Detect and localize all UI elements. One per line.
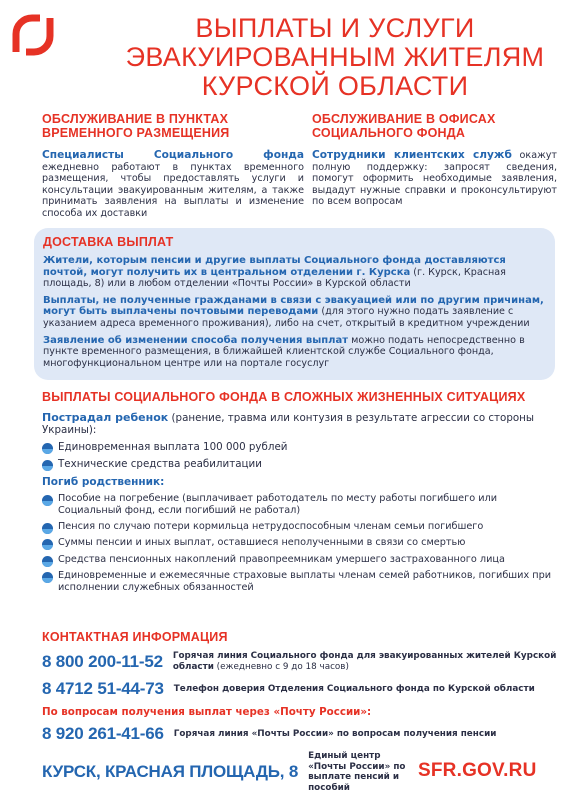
delivery-paragraph [43,255,546,290]
pochta-heading: По вопросам получения выплат через «Почту России»: [42,706,372,718]
contact-desc-text: Горячая линия Социального фонда для эвакуированных жителей Курской области [172,651,557,672]
body-text: (г. Курск, Красная площадь, 8) или в любом отделении «Почты России» в Курской области [43,266,506,290]
section-text [312,150,557,208]
list-item-text: Суммы пенсии и иных выплат, оставшиеся неполученными в связи со смертью [58,537,466,549]
list-item-text: Технические средства реабилитации [58,458,262,471]
delivery-paragraph [43,295,546,330]
child-injured-line [42,412,557,437]
bullet-icon [42,523,53,534]
list-item-text: Средства пенсионных накоплений правопреемникам умершего застрахованного лица [58,553,505,565]
list-item [42,537,557,548]
lead-text: Выплаты, не полученные гражданами в связи с эвакуацией или по другим причинам, могут быть выплачены почтовыми переводами [43,294,544,318]
list-item-text: Пособие на погребение (выплачивает работодатель по месту работы погибшего или Социальный фонд, если погибший не работал) [58,493,497,516]
list-item [42,493,557,516]
heading-line: ВРЕМЕННОГО РАЗМЕЩЕНИЯ [42,126,230,140]
lead-text: Сотрудники клиентских служб [312,149,512,161]
section-delivery [34,228,555,380]
bullet-icon [42,460,53,471]
list-item [42,554,557,565]
bullet-icon [42,539,53,550]
list-item [42,521,557,532]
title-line-3: КУРСКОЙ ОБЛАСТИ [201,71,469,101]
section-heading [312,112,557,140]
bullet-icon [42,495,53,506]
section-fund-offices [312,112,557,208]
lead-text: Специалисты Социального фонда [42,149,304,161]
sfr-logo-icon [10,12,56,58]
body-text: окажут полную поддержку: запросят сведения, помогут оформить необходимые заявления, выдадут нужные справки и проконсультируют по всем вопросам [312,150,557,208]
section-text [42,150,304,220]
section-heading: КОНТАКТНАЯ ИНФОРМАЦИЯ [42,630,228,644]
section-complex-situations [42,390,557,598]
contact-row [42,724,557,744]
lead-text: Пострадал ребенок [42,411,169,424]
contact-description: Телефон доверия Отделения Социального фонда по Курской области [173,683,535,694]
phone-number[interactable]: 8 4712 51-44-73 [42,679,164,698]
section-heading: ВЫПЛАТЫ СОЦИАЛЬНОГО ФОНДА В СЛОЖНЫХ ЖИЗНЕННЫХ СИТУАЦИЯХ [42,390,526,404]
title-line-1: ВЫПЛАТЫ И УСЛУГИ [195,13,475,43]
list-item [42,441,557,453]
lead-text: Заявление об изменении способа получения выплат [43,334,349,346]
heading-line: ОБСЛУЖИВАНИЕ В ОФИСАХ [312,112,496,126]
list-item [42,570,557,593]
heading-line: СОЦИАЛЬНОГО ФОНДА [312,126,466,140]
bullet-icon [42,572,53,583]
contact-description: Горячая линия «Почты России» по вопросам получения пенсии [173,728,497,739]
address: КУРСК, КРАСНАЯ ПЛОЩАДЬ, 8 [42,762,299,781]
phone-number[interactable]: 8 920 261-41-66 [42,724,164,743]
contact-row [42,651,557,672]
body-text: можно подать непосредственно в пункте временного размещения, в ближайшей клиентской службе Социального фонда, многофункциональном центре или на портале госуслуг [43,334,525,369]
delivery-paragraph [43,335,546,370]
contact-hours: (ежедневно с 9 до 18 часов) [213,661,349,672]
contact-description [173,651,557,672]
heading-line: ОБСЛУЖИВАНИЕ В ПУНКТАХ [42,112,229,126]
bullet-icon [42,556,53,567]
contact-description: Единый центр «Почты России» по выплате пенсий и пособий [308,751,406,793]
list-item-text: Пенсия по случаю потери кормильца нетрудоспособным членам семьи погибшего [58,521,484,533]
list-item-text: Единовременные и ежемесячные страховые выплаты членам семей работников, погибших при исполнении служебных обязанностей [58,570,552,593]
bullet-icon [42,443,53,454]
section-heading: ДОСТАВКА ВЫПЛАТ [43,235,174,249]
section-temporary-points [42,112,304,220]
phone-number[interactable]: 8 800 200-11-52 [42,651,163,671]
contact-row [42,679,557,699]
body-text: (для этого нужно подать заявление с указанием адреса временного проживания), либо на счет, открытый в кредитном учреждении [43,306,530,329]
body-text: ежедневно работают в пунктах временного размещения, чтобы предоставлять услуги и консультации эвакуированным жителям, а также принимать заявления на выплаты и изменение способа их доставки [42,161,304,219]
title-line-2: ЭВАКУИРОВАННЫМ ЖИТЕЛЯМ [125,42,545,72]
website-link[interactable]: SFR.GOV.RU [418,760,537,781]
lead-text: Жители, которым пенсии и другие выплаты Социального фонда доставляются почтой, могут получить их в центральном отделении г. Курска [43,255,506,278]
section-heading [42,112,304,140]
page-title [110,14,560,101]
relative-died-heading: Погиб родственник: [42,476,165,489]
list-item-text: Единовременная выплата 100 000 рублей [58,440,288,453]
list-item [42,458,557,470]
body-text: (ранение, травма или контузия в результате агрессии со стороны Украины): [42,412,535,437]
